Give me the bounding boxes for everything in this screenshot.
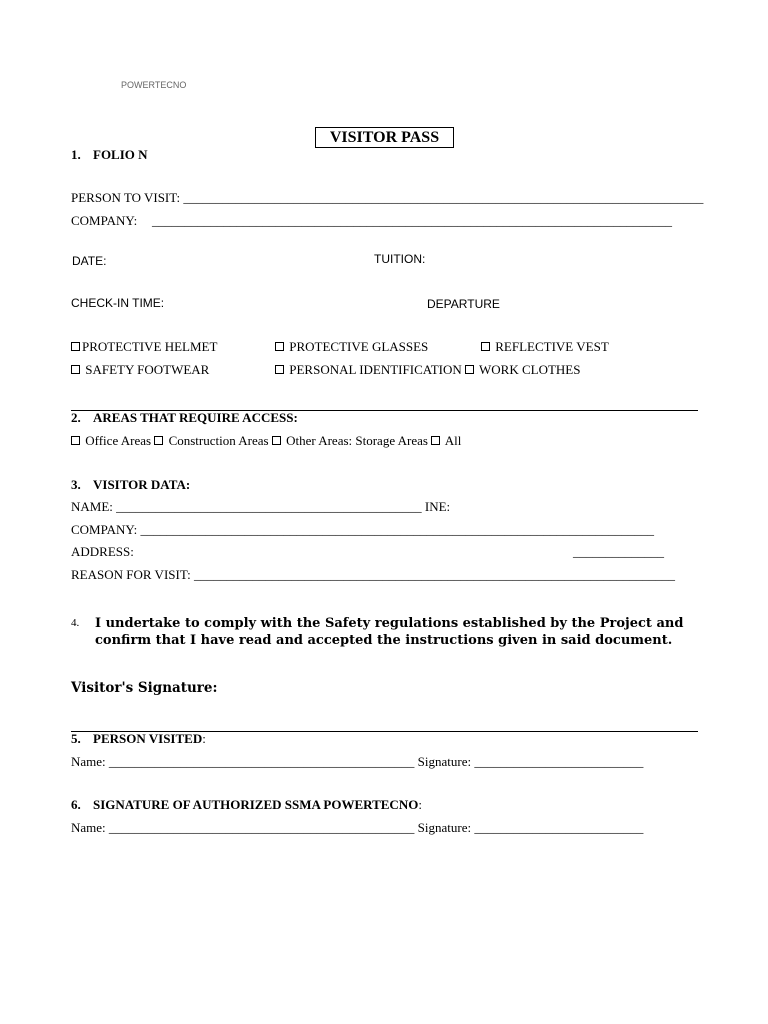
- company-field-1[interactable]: ________________________________________________________________________________: [152, 213, 672, 228]
- name-field[interactable]: _______________________________________________: [116, 499, 422, 514]
- date-label: DATE:: [72, 254, 107, 268]
- checkbox-icon[interactable]: [481, 342, 490, 351]
- name-field[interactable]: _______________________________________________: [108, 754, 415, 769]
- person-to-visit-row: [71, 190, 703, 206]
- section-6-heading: 6. SIGNATURE OF AUTHORIZED SSMA POWERTECNO:: [71, 797, 422, 812]
- person-to-visit-field[interactable]: ________________________________________________________________________________: [183, 190, 704, 205]
- section-number: 5.: [71, 731, 81, 746]
- section-3-heading: [71, 477, 190, 493]
- name-label: Name:: [71, 820, 109, 835]
- section-number: 4.: [71, 617, 80, 629]
- areas-row: [71, 433, 461, 449]
- reason-label: REASON FOR VISIT:: [71, 567, 194, 582]
- safety-statement: I undertake to comply with the Safety regulations established by the Project and confirm that I have read and accepted the instructions given in said document.: [95, 616, 684, 648]
- ine-label: INE:: [421, 499, 451, 514]
- authorized-signature-heading: SIGNATURE OF AUTHORIZED SSMA POWERTECNO: [93, 797, 419, 812]
- section-1-heading: [71, 147, 148, 163]
- checkbox-icon[interactable]: [71, 342, 80, 351]
- checkbox-icon[interactable]: [71, 436, 80, 445]
- checkbox-icon[interactable]: [154, 436, 163, 445]
- signature-label: Signature:: [414, 820, 475, 835]
- signature-label: Signature:: [414, 754, 475, 769]
- reason-row: [71, 567, 675, 583]
- company-logo-text: POWERTECNO: [121, 80, 187, 90]
- signature-field[interactable]: __________________________: [474, 820, 644, 835]
- name-field[interactable]: _______________________________________________: [108, 820, 415, 835]
- visitor-signature-label: Visitor's Signature:: [71, 680, 218, 696]
- visitor-name-row: [71, 499, 450, 515]
- visitor-data-heading: VISITOR DATA:: [93, 477, 191, 492]
- folio-label: FOLIO N: [93, 147, 148, 162]
- area-option: All: [444, 433, 462, 448]
- ppe-item[interactable]: PROTECTIVE HELMET: [71, 339, 217, 355]
- area-option: Construction Areas: [168, 433, 269, 448]
- section-number: 1.: [71, 147, 81, 162]
- section-5-heading: 5. PERSON VISITED:: [71, 731, 206, 746]
- section-number: 6.: [71, 797, 81, 812]
- name-label: Name:: [71, 754, 109, 769]
- checkin-time-label: CHECK-IN TIME:: [71, 296, 165, 310]
- company-label-1: COMPANY:: [71, 213, 138, 228]
- address-label: ADDRESS:: [71, 544, 134, 559]
- address-field[interactable]: ______________: [573, 544, 664, 559]
- tuition-label: TUITION:: [374, 252, 426, 266]
- reason-field[interactable]: __________________________________________________________________________: [194, 567, 675, 582]
- ppe-item[interactable]: PERSONAL IDENTIFICATION WORK CLOTHES: [275, 362, 580, 378]
- person-visited-row: [71, 754, 643, 770]
- ppe-item[interactable]: SAFETY FOOTWEAR: [71, 362, 209, 378]
- section-number: 2.: [71, 410, 81, 425]
- area-option: Office Areas: [85, 433, 152, 448]
- name-label: NAME:: [71, 499, 117, 514]
- section-2-heading: [71, 410, 298, 426]
- section-number: 3.: [71, 477, 81, 492]
- ppe-item[interactable]: REFLECTIVE VEST: [481, 339, 609, 355]
- area-option: Other Areas: Storage Areas: [286, 433, 428, 448]
- person-visited-heading: PERSON VISITED: [93, 731, 203, 746]
- checkbox-icon[interactable]: [275, 342, 284, 351]
- departure-label: DEPARTURE: [427, 297, 500, 311]
- signature-field[interactable]: __________________________: [474, 754, 644, 769]
- company-field[interactable]: _______________________________________________________________________________: [140, 522, 654, 537]
- checkbox-icon[interactable]: [465, 365, 474, 374]
- document-title: VISITOR PASS: [315, 127, 454, 148]
- checkbox-icon[interactable]: [431, 436, 440, 445]
- checkbox-icon[interactable]: [272, 436, 281, 445]
- visitor-company-row: [71, 522, 654, 538]
- checkbox-icon[interactable]: [71, 365, 80, 374]
- areas-heading: AREAS THAT REQUIRE ACCESS:: [93, 410, 298, 425]
- authorized-row: [71, 820, 643, 836]
- person-to-visit-label: PERSON TO VISIT:: [71, 190, 184, 205]
- company-label: COMPANY:: [71, 522, 141, 537]
- ppe-item[interactable]: PROTECTIVE GLASSES: [275, 339, 428, 355]
- checkbox-icon[interactable]: [275, 365, 284, 374]
